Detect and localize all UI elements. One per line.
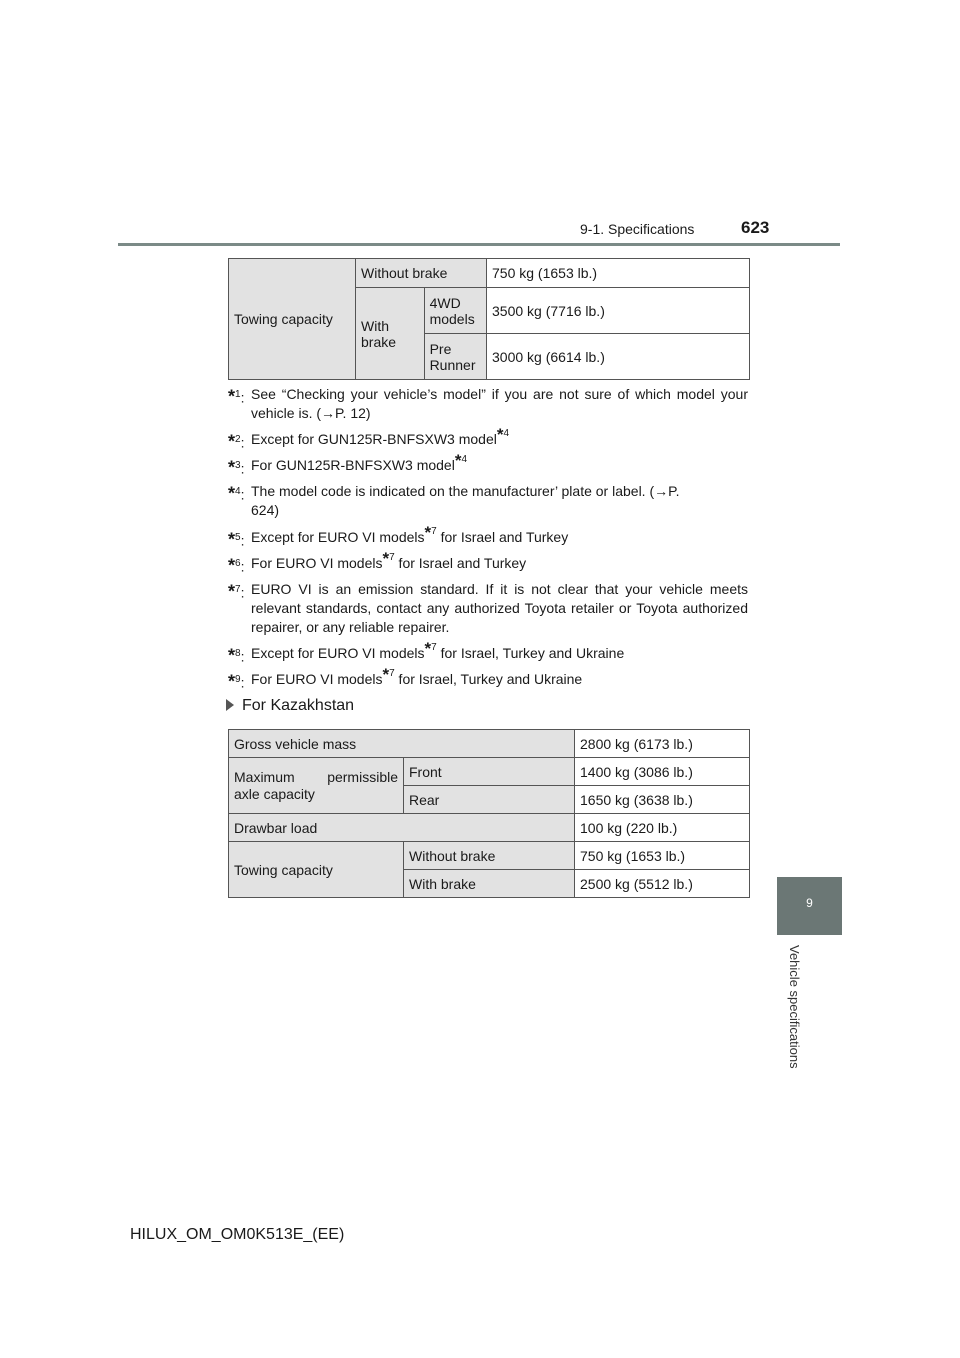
kazakhstan-spec-table	[228, 729, 750, 898]
4wd-models-value: 3500 kg (7716 lb.)	[487, 288, 750, 334]
page-number: 623	[741, 218, 770, 237]
without-brake-value: 750 kg (1653 lb.)	[487, 259, 750, 288]
footnote-6: *$^6$: For EURO VI models*$^7$ for Israel and Turkey	[228, 549, 527, 576]
footnote-marker: *$^5$:	[228, 529, 245, 550]
footnote-8: *$^8$: Except for EURO VI models*$^7$ for Israel, Turkey and Ukraine	[228, 639, 625, 666]
towing-capacity-label: Towing capacity	[229, 259, 356, 380]
footnote-text: The model code is indicated on the manufacturer’ plate or label. (→P. 624)	[251, 483, 680, 518]
footnote-5: *$^5$: Except for EURO VI models*$^7$ for Israel and Turkey	[228, 523, 569, 550]
footnote-marker: *$^3$:	[228, 457, 245, 478]
footnote-9: *$^9$: For EURO VI models*$^7$ for Israel, Turkey and Ukraine	[228, 665, 583, 692]
footnote-marker: *$^4$:	[228, 483, 245, 504]
footnote-marker: *$^8$:	[228, 645, 245, 666]
towing-capacity-table	[228, 258, 750, 380]
footnote-text: Except for GUN125R-BNFSXW3 model	[251, 431, 497, 447]
front-axle-value: 1400 kg (3086 lb.)	[575, 758, 750, 786]
footnote-ref: 7	[389, 668, 395, 679]
footnote-marker: *$^6$:	[228, 555, 245, 576]
footnote-text: EURO VI is an emission standard. If it is not clear that your vehicle meets relevant standards, contact any authorized Toyota retailer or Toyota authorized repairer, or any reliable repairer.	[251, 581, 748, 635]
footnote-marker: *$^1$:	[228, 386, 245, 407]
front-axle-label: Front	[404, 758, 575, 786]
footnote-ref: 7	[389, 552, 395, 563]
with-brake-value: 2500 kg (5512 lb.)	[575, 870, 750, 898]
drawbar-load-value: 100 kg (220 lb.)	[575, 814, 750, 842]
gross-vehicle-mass-value: 2800 kg (6173 lb.)	[575, 730, 750, 758]
footnote-text: See “Checking your vehicle’s model” if you are not sure of which model your vehicle is. (→P. 12)	[251, 386, 748, 421]
without-brake-label: Without brake	[404, 842, 575, 870]
footnote-ref: 4	[503, 428, 510, 439]
rear-axle-value: 1650 kg (3638 lb.)	[575, 786, 750, 814]
drawbar-load-label: Drawbar load	[229, 814, 575, 842]
chapter-label	[787, 945, 807, 1095]
pre-runner-value: 3000 kg (6614 lb.)	[487, 334, 750, 380]
footnote-text: For GUN125R-BNFSXW3 model	[251, 457, 455, 473]
footnote-marker: *$^9$:	[228, 671, 245, 692]
pre-runner-label: Pre Runner	[424, 334, 486, 380]
kazakhstan-heading	[226, 697, 354, 715]
footnote-3: *$^3$: For GUN125R-BNFSXW3 model*$^4$	[228, 451, 468, 478]
footnote-ref: 4	[461, 454, 468, 465]
towing-capacity-label: Towing capacity	[229, 842, 404, 898]
without-brake-label: Without brake	[356, 259, 487, 288]
document-code: HILUX_OM_OM0K513E_(EE)	[130, 1226, 345, 1243]
footnote-4	[228, 482, 748, 520]
header-divider	[118, 243, 840, 246]
kazakhstan-heading-text: For Kazakhstan	[242, 697, 355, 714]
without-brake-value: 750 kg (1653 lb.)	[575, 842, 750, 870]
gross-vehicle-mass-label: Gross vehicle mass	[229, 730, 575, 758]
chapter-number: 9	[806, 896, 813, 910]
footnote-7	[228, 580, 748, 637]
rear-axle-label: Rear	[404, 786, 575, 814]
footnote-1	[228, 385, 748, 423]
triangle-bullet-icon	[226, 699, 234, 711]
footnote-2: *$^2$: Except for GUN125R-BNFSXW3 model*$^4$	[228, 425, 510, 452]
4wd-models-label: 4WD models	[424, 288, 486, 334]
footnote-marker: *$^2$:	[228, 431, 245, 452]
footnote-ref: 7	[431, 526, 437, 537]
footnote-ref: 7	[431, 642, 437, 653]
chapter-label-text: Vehicle specifications	[787, 945, 802, 1069]
section-title: 9-1. Specifications	[580, 221, 695, 237]
footnote-marker: *$^7$:	[228, 581, 245, 602]
with-brake-label: With brake	[404, 870, 575, 898]
with-brake-label: With brake	[356, 288, 425, 380]
axle-capacity-label: Maximum permissible axle capacity	[229, 758, 404, 814]
